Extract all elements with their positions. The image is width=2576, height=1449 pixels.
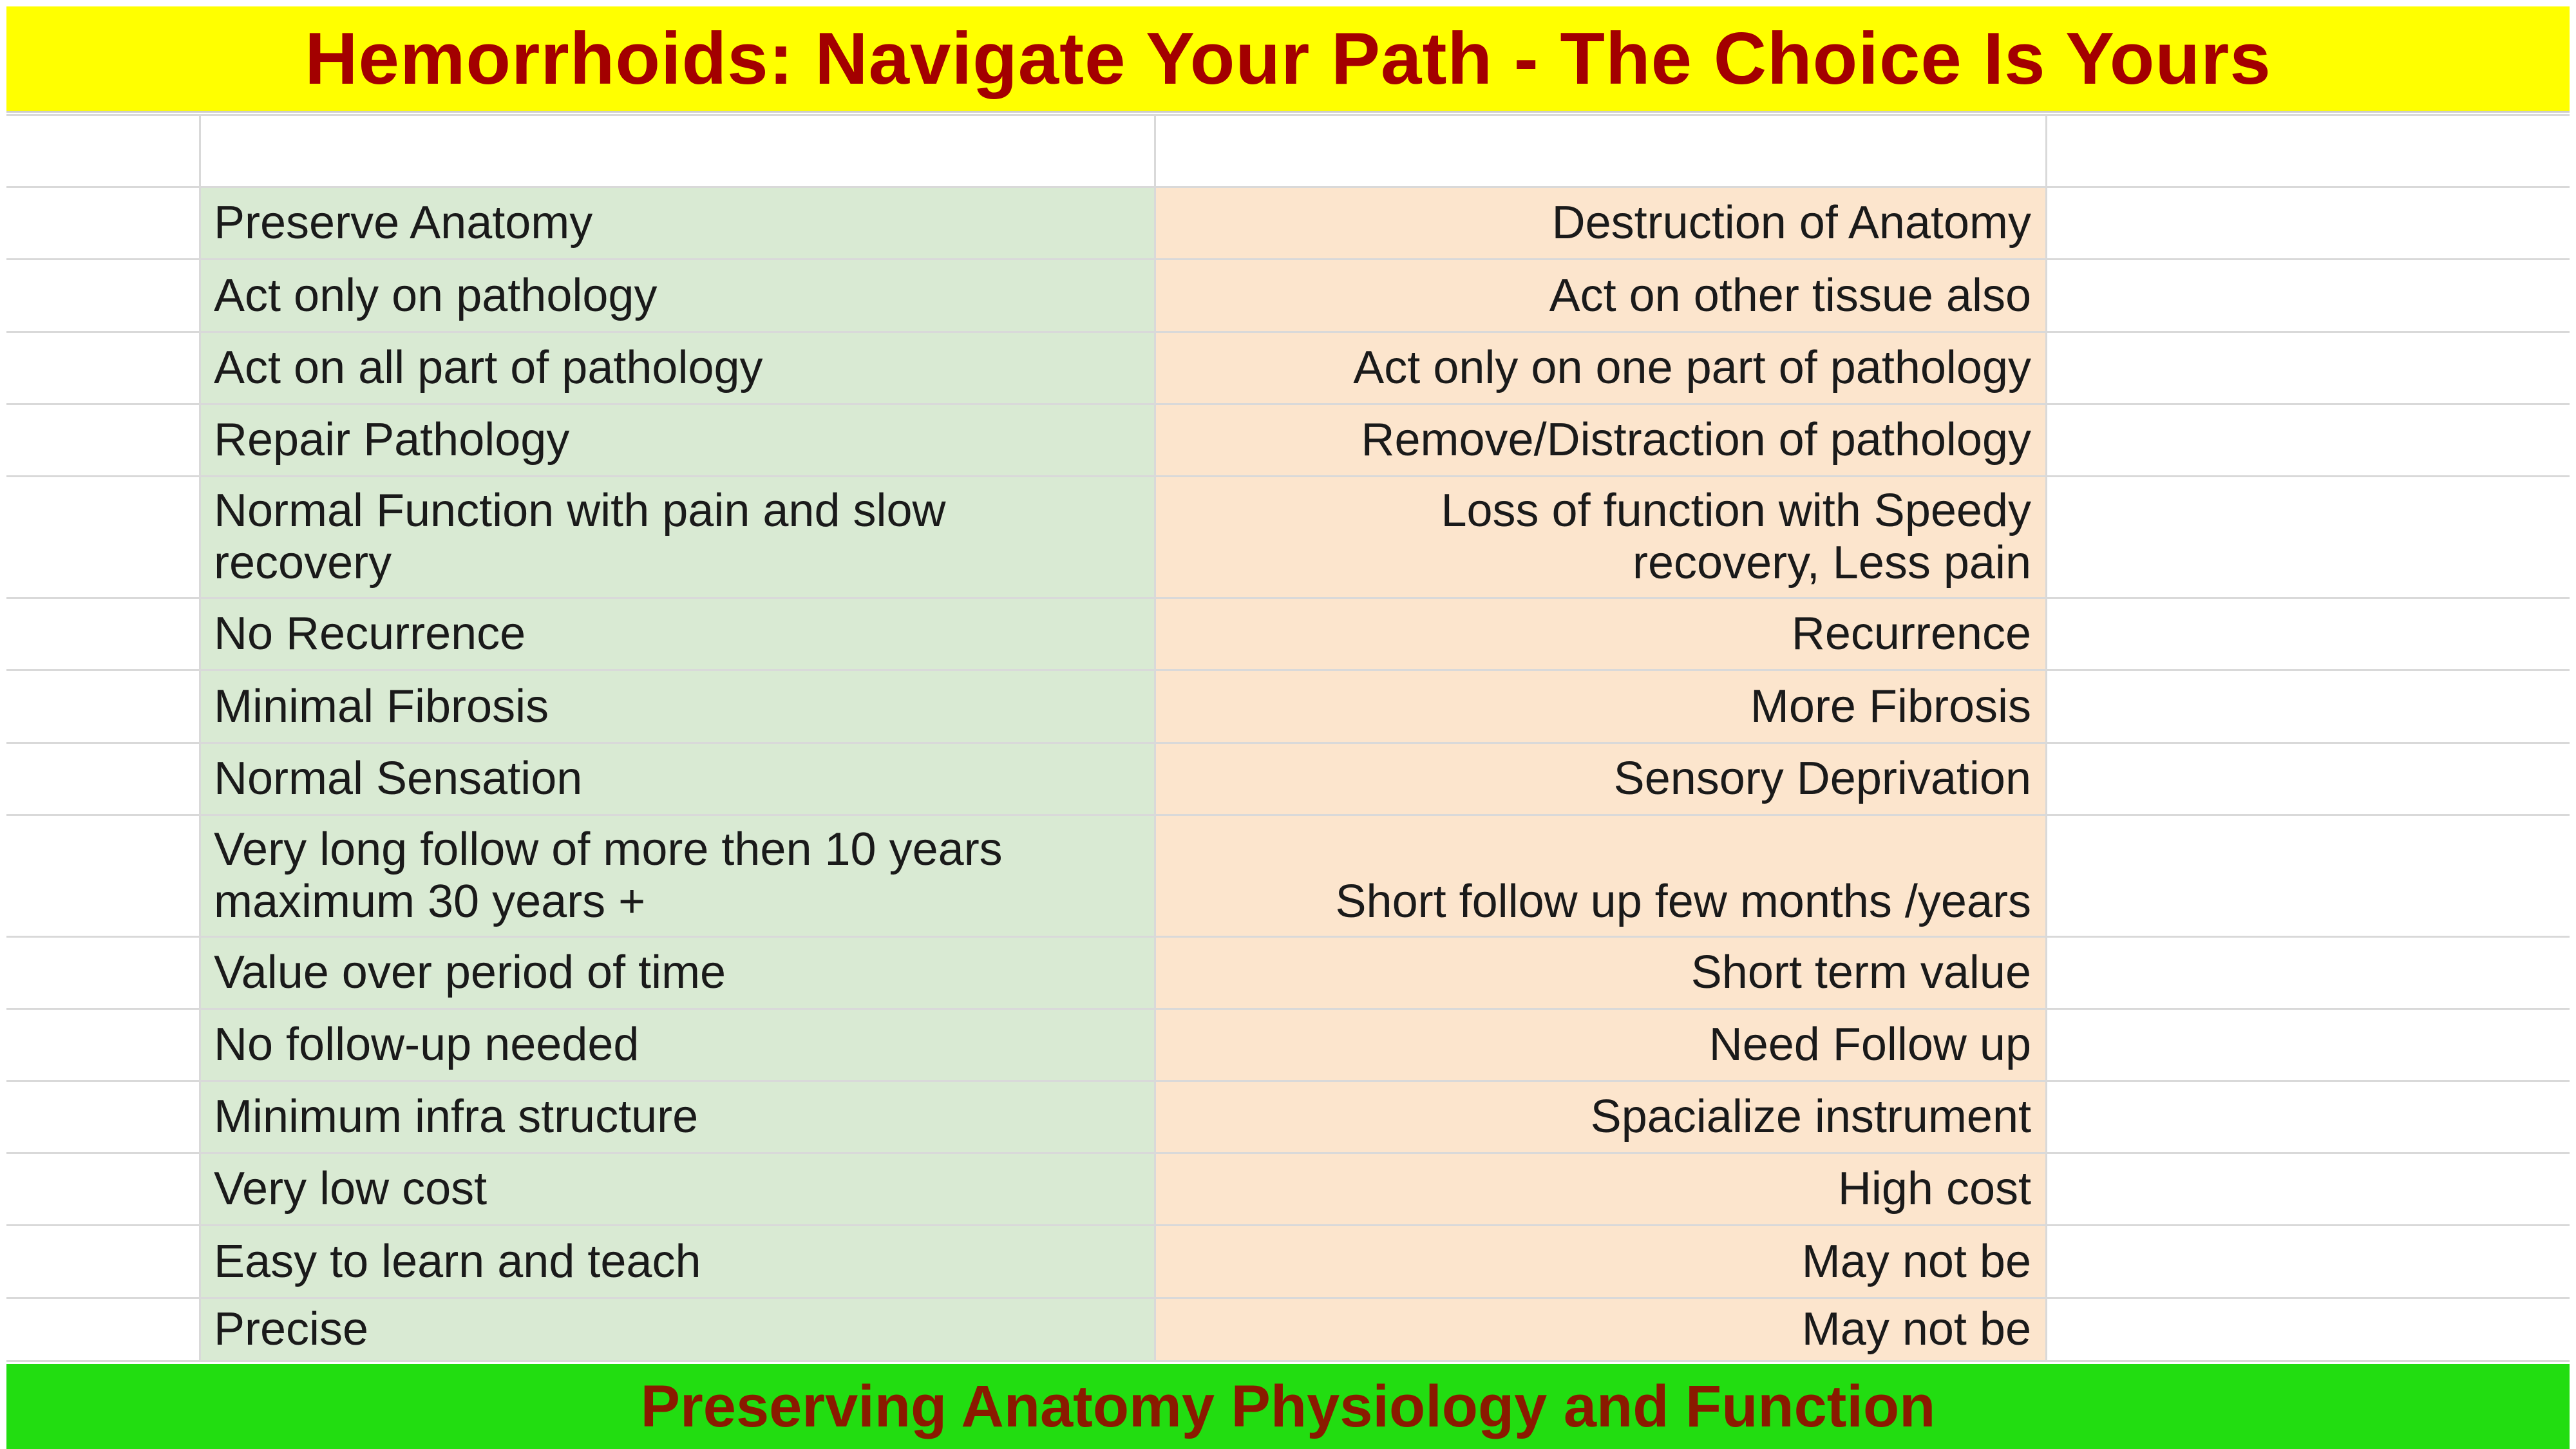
cell-text: Act on other tissue also (1549, 269, 2031, 321)
table-cell-left[interactable] (201, 816, 1154, 936)
cell-text: Recurrence (1791, 608, 2031, 660)
table-cell-right[interactable] (1156, 1010, 2045, 1080)
grid-line-vertical (2045, 115, 2047, 1361)
table-cell-right[interactable] (1156, 744, 2045, 814)
table-cell-left[interactable] (201, 260, 1154, 331)
table-cell-left[interactable] (201, 744, 1154, 814)
cell-text: Normal Function with pain and slow recovery (214, 485, 946, 589)
table-cell-left[interactable] (201, 599, 1154, 669)
table-cell-left[interactable] (201, 477, 1154, 597)
cell-text: No follow-up needed (214, 1019, 639, 1071)
grid-line-horizontal (6, 114, 2570, 116)
cell-text: Very low cost (214, 1163, 488, 1215)
cell-text: High cost (1837, 1163, 2031, 1215)
cell-text: Loss of function with Speedy recovery, Less pain (1441, 485, 2031, 589)
cell-text: Short term value (1690, 947, 2031, 999)
table-cell-right[interactable] (1156, 188, 2045, 258)
grid-line-horizontal (6, 1360, 2570, 1362)
cell-text: Act only on one part of pathology (1353, 342, 2031, 394)
table-cell-left[interactable] (201, 1226, 1154, 1297)
cell-text: No Recurrence (214, 608, 526, 660)
cell-text: Need Follow up (1709, 1019, 2031, 1071)
cell-text: Destruction of Anatomy (1551, 197, 2031, 249)
cell-text: Short follow up few months /years (1335, 876, 2031, 928)
table-cell-right[interactable] (1156, 260, 2045, 331)
table-cell-right[interactable] (1156, 1154, 2045, 1224)
table-cell-right[interactable] (1156, 1082, 2045, 1152)
table-cell-right[interactable] (1156, 1226, 2045, 1297)
table-cell-left[interactable] (201, 1299, 1154, 1360)
cell-text: Precise (214, 1303, 369, 1356)
table-cell-right[interactable] (1156, 816, 2045, 936)
spreadsheet-grid (6, 115, 2570, 1361)
table-cell-left[interactable] (201, 1154, 1154, 1224)
table-cell-right[interactable] (1156, 405, 2045, 475)
cell-text: More Fibrosis (1750, 680, 2031, 732)
table-cell-left[interactable] (201, 405, 1154, 475)
cell-text: Very long follow of more then 10 years maximum 30 years + (214, 824, 1003, 927)
table-cell-right[interactable] (1156, 599, 2045, 669)
cell-text: Normal Sensation (214, 753, 583, 805)
cell-text: Minimum infra structure (214, 1091, 699, 1143)
cell-text: Repair Pathology (214, 414, 570, 466)
footer-banner (6, 1364, 2570, 1449)
cell-text: May not be (1801, 1235, 2031, 1287)
footer-text: Preserving Anatomy Physiology and Function (640, 1373, 1936, 1439)
cell-text: Minimal Fibrosis (214, 680, 549, 732)
cell-text: Remove/Distraction of pathology (1361, 414, 2031, 466)
table-cell-right[interactable] (1156, 333, 2045, 403)
table-cell-left[interactable] (201, 671, 1154, 742)
table-cell-right[interactable] (1156, 671, 2045, 742)
table-cell-right[interactable] (1156, 938, 2045, 1008)
table-cell-left[interactable] (201, 333, 1154, 403)
cell-text: Value over period of time (214, 947, 726, 999)
title-banner (6, 6, 2570, 113)
table-cell-left[interactable] (201, 938, 1154, 1008)
cell-text: Act only on pathology (214, 269, 658, 321)
cell-text: Sensory Deprivation (1613, 753, 2031, 805)
table-cell-left[interactable] (201, 1010, 1154, 1080)
cell-text: Spacialize instrument (1590, 1091, 2031, 1143)
table-cell-left[interactable] (201, 188, 1154, 258)
cell-text: Act on all part of pathology (214, 342, 763, 394)
cell-text: Preserve Anatomy (214, 197, 593, 249)
cell-text: May not be (1801, 1303, 2031, 1356)
table-cell-left[interactable] (201, 1082, 1154, 1152)
cell-text: Easy to learn and teach (214, 1235, 701, 1287)
table-cell-right[interactable] (1156, 1299, 2045, 1360)
page-title: Hemorrhoids: Navigate Your Path - The Choice Is Yours (305, 17, 2271, 100)
table-cell-right[interactable] (1156, 477, 2045, 597)
